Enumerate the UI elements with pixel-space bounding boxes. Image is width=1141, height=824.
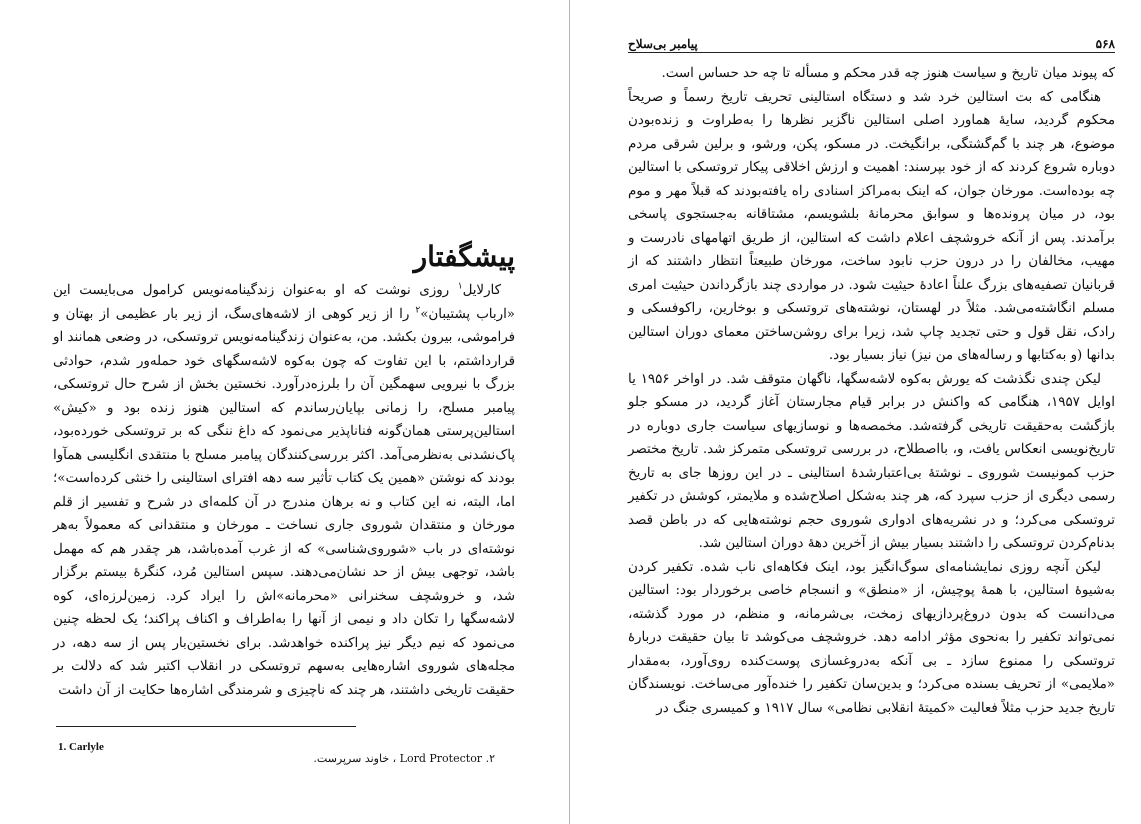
footnote-marker[interactable]: ۱ [457,281,463,292]
right-page [570,0,1141,824]
running-title: پیامبر بی‌سلاح [628,37,698,51]
left-paragraph [53,279,515,702]
page-number: ۵۶۸ [1095,37,1115,51]
footnote-2: ۲. Lord Protector ، خاوند سرپرست. [313,752,495,765]
footnote-1: 1. Carlyle [58,741,104,753]
footnote-divider [56,726,356,727]
chapter-title: پیشگفتار [413,240,515,273]
left-body-text [53,279,515,702]
paragraph-text: روزی نوشت که او به‌عنوان زندگینامه‌نویس کرامول می‌بایست این «ارباب پشتیبان» [53,283,515,322]
left-page [0,0,569,824]
right-paragraph: لیکن آنچه روزی نمایشنامه‌ای سوگ‌انگیز بود، اینک فکاهه‌ای ناب شده. تکفیر کردن به‌شیوهٔ استالین، با همهٔ پوچیش، از «منطق» و انسجام خاصی برخوردار بود: استالین می‌دانست که بدون دروغ‌پردازیهای زمخت، بی‌شرمانه، و منظم، در مورد گذشته، نمی‌تواند تکفیر را به‌نحوی مؤثر ادامه دهد. خروشچف می‌کوشد تا بیان حقیقت دربارهٔ تروتسکی را ممنوع سازد ـ بی آنکه به‌دروغسازی پوست‌کنده روی‌آورد، به‌مقدار «ملایمی» از تحریف بسنده می‌کرد؛ و بدین‌سان تکفیر را خنده‌آور می‌ساخت. نویسندگان تاریخ جدید حزب مثلاً فعالیت «کمیتهٔ انقلابی نظامی» سال ۱۹۱۷ و کمیسری جنگ در [628,559,1115,716]
paragraph-text: را از زیر کوهی از لاشه‌های‌سگ، از زیر بار عظیمی از بهتان و فراموشی، بیرون بکشد. من، به‌عنوان زندگینامه‌نویس تروتسکی، در وضعی همانند او قرارداشتم، با این تفاوت که چون به‌کوه لاشه‌سگهای خود حمله‌ور شدم، حوادثی بزرگ با نیرویی سهمگین آن را بلرزه‌درآورد. نخستین بخش از شرح حال تروتسکی، پیامبر مسلح، را زمانی بپایان‌رساندم که استالین هنوز زنده بود و «کیش» استالین‌پرستی همان‌گونه فناناپذیر می‌نمود که داغ ننگی که بر تروتسکی خورده‌بود، پاک‌نشدنی به‌نظرمی‌آمد. اکثر بررسی‌کنندگان پیامبر مسلح با منتقدی انگلیسی همآوا بودند که نوشتن «همین یک کتاب تأثیر سه دهه افترای استالینی را خنثی کرده‌است»؛ اما، البته، نه این کتاب و نه برهان مندرج در آن کلمه‌ای در شرح و تفسیر از قلم مورخان و منتقدان شوروی جاری نساخت ـ مورخان و منتقدانی که معمولاً به‌هر نوشته‌ای در باب «شوروی‌شناسی» که از غرب آمده‌باشد، هر چقدر هم که مهمل باشد، توجهی بیش از حد نشان‌می‌دهند. سپس استالین مُرد، کنگرهٔ بیستم برگزار شد، و خروشچف سخنرانی «محرمانه»اش را ایراد کرد. زمین‌لرزه‌ای، کوه لاشه‌سگها را تکان داد و نیمی از آنها را به‌اطراف و اکناف پراکند؛ یک لحظه چنین می‌نمود که نیم دیگر نیز پراکنده خواهدشد. برای نخستین‌بار پس از سه دهه، در مجله‌های شوروی اشاره‌هایی به‌سهم تروتسکی در انقلاب اکتبر شد که دلالت بر حقیقت تاریخی داشتند، هر چند که ناچیزی و شرمندگی اشاره‌ها حکایت از آن داشت [53,306,515,698]
right-paragraph: که پیوند میان تاریخ و سیاست هنوز چه قدر محکم و مسأله تا چه حد حساس است. [661,66,1115,81]
running-header [628,34,1115,53]
paragraph-text-start: کارلایل [462,283,501,298]
right-body-text [628,62,1115,720]
right-paragraph: هنگامی که بت استالین خرد شد و دستگاه استالینی تحریف تاریخ رسماً و صریحاً محکوم گردید، سایهٔ هماورد اصلی استالین ناگزیر نظرها را به‌طراوت و زنده‌بودن موضوع، هر چند با گم‌گشتگی، برانگیخت. در مسکو، پکن، ورشو، و برلین شرقی مردم دوباره شروع کردند که از خود بپرسند: اهمیت و ارزش اخلاقی پیکار تروتسکی با استالین چه بوده‌است. مورخان جوان، که اینک به‌مراکز اسنادی راه یافته‌بودند که قبلاً مهر و موم بود، در میان پرونده‌ها و سوابق محرمانهٔ بلشویسم، مشتاقانه به‌جستجوی پاسخی برآمدند. پس از آنکه خروشچف اعلام داشت که استالین، از طریق اتهامهای نادرست و مهیب، مخالفان را در درون حزب نابود ساخت، مورخان طبیعتاً انتظار داشتند که از قربانیان تصفیه‌های بزرگ علناً اعادهٔ حیثیت شود. در مواردی چند بازگرداندن حیثیت امری مسلم انگاشته‌می‌شد. مثلاً در لهستان، نوشته‌های تروتسکی و بوخارین، راکوفسکی و رادک، نقل قول و حتی تجدید چاپ شد، زیرا برای روشن‌ساختن معمای دوران استالین بدانها (و به‌کتابها و رساله‌های من نیز) نیاز بسیار بود. [628,89,1115,363]
right-paragraph: لیکن چندی نگذشت که یورش به‌کوه لاشه‌سگها، ناگهان متوقف شد. در اواخر ۱۹۵۶ یا اوایل ۱۹۵۷، هنگامی که واکنش در برابر قیام مجارستان آغاز گردید، در مسکو جلو بازگشت به‌حقیقت تاریخی گرفته‌شد. مخمصه‌ها و نوسازیهای سیاست جاری دوباره در تاریخ‌نویسی انعکاس یافت، و، بااصطلاح، در بررسی تروتسکی متمرکز شد. تاریخ مختصر حزب کمونیست شوروی ـ نوشتهٔ بی‌اعتبارشدهٔ استالینی ـ در این روزها جای به تاریخ رسمی دیگری از حزب سپرد که، هر چند به‌شکل اصلاح‌شده و ملایمتر، کوشش در تکفیر تروتسکی می‌کرد؛ و در نشریه‌های ادواری شوروی حجم نوشته‌هایی که در باطن قصد بدنام‌کردن تروتسکی را داشتند بسیار بیش از آخرین دههٔ دوران استالین شد. [628,371,1115,551]
footnote-marker[interactable]: ۲ [415,305,421,316]
